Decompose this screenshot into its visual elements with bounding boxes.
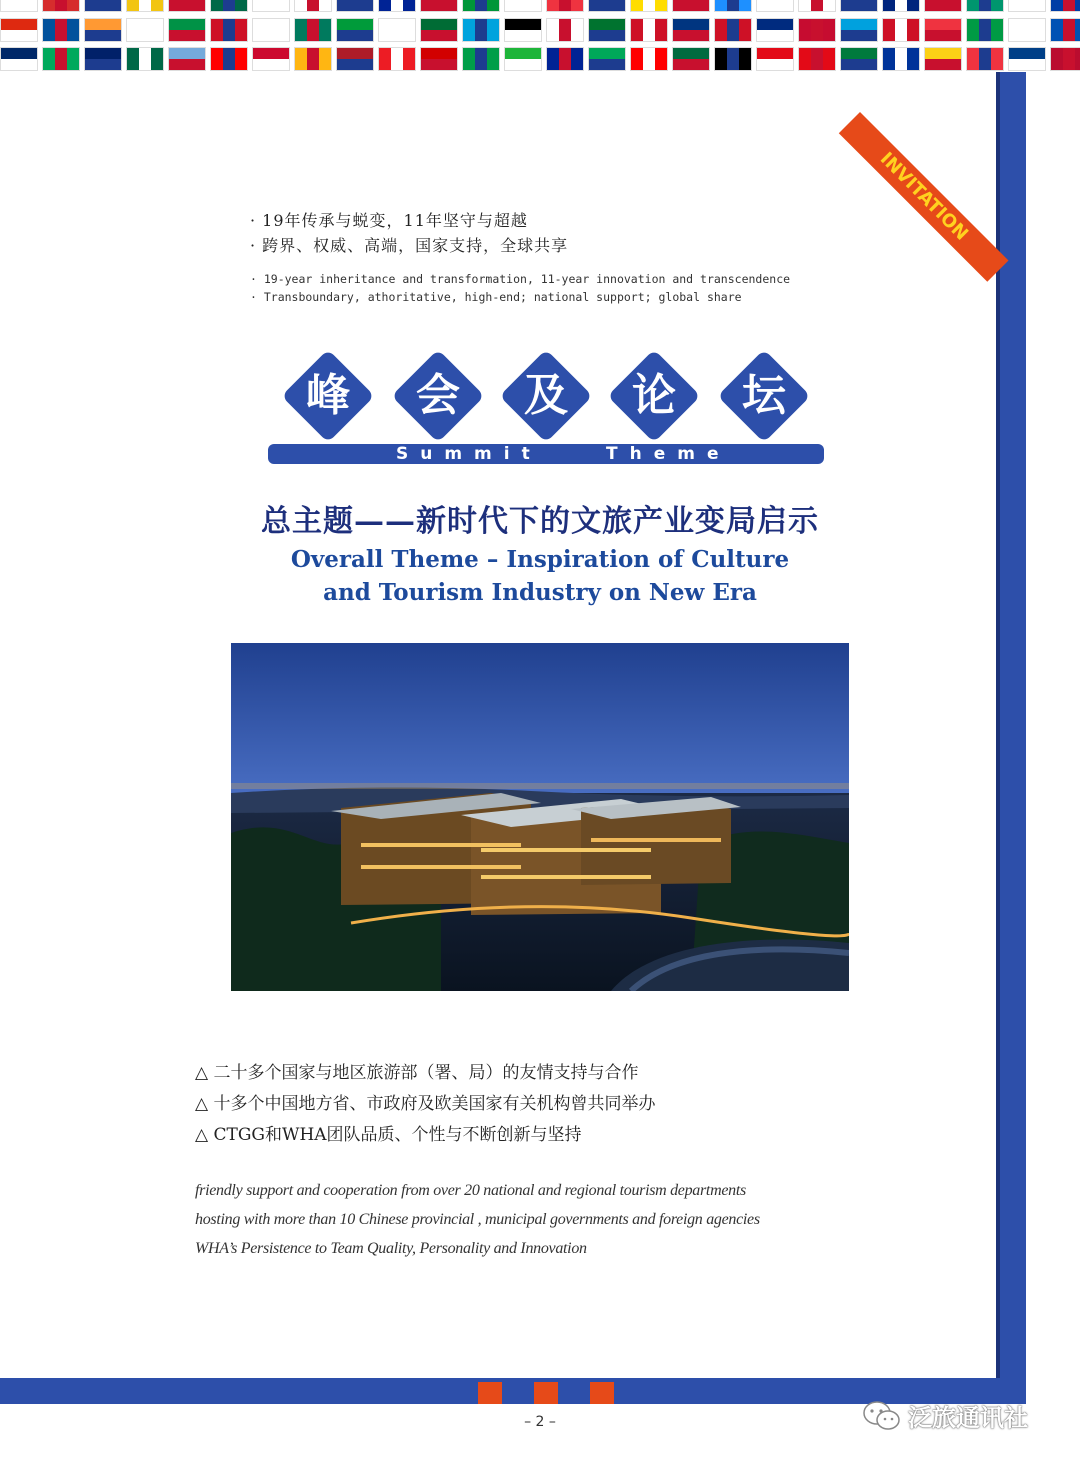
flag-icon [1008,0,1046,12]
flag-icon [126,0,164,12]
flag-icon [966,18,1004,42]
highlights-cn [195,1058,655,1151]
diamond-badge [500,350,592,442]
flag-icon [630,47,668,71]
footer-square [534,1382,558,1404]
watermark-text: 泛旅通讯社 [908,1404,1028,1432]
flag-icon [420,18,458,42]
intro-cn-line: · 跨界、权威、高端，国家支持，全球共享 [250,236,569,255]
summit-label: Summit [396,444,542,464]
flag-icon [126,47,164,71]
flag-icon [504,18,542,42]
intro-cn-line: · 19年传承与蜕变，11年坚守与超越 [250,211,528,230]
venue-illustration [231,643,849,991]
highlight-item: △ 十多个中国地方省、市政府及欧美国家有关机构曾共同举办 [195,1094,656,1114]
flag-icon [672,47,710,71]
diamond-char: 坛 [742,370,786,421]
flag-icon [672,0,710,12]
flag-icon [882,18,920,42]
flag-icon [588,0,626,12]
highlights-en [195,1176,760,1263]
flag-row-2 [0,18,1080,42]
venue-night-photo [231,643,849,991]
flag-row-1 [0,0,1080,12]
flag-icon [168,18,206,42]
flag-row-3 [0,47,1080,71]
overall-theme-cn: 总主题——新时代下的文旅产业变局启示 [261,504,819,539]
footer-square [478,1382,502,1404]
flag-icon [630,0,668,12]
diamond-badge [392,350,484,442]
flag-icon [0,47,38,71]
flag-icon [714,0,752,12]
highlight-en-item: hosting with more than 10 Chinese provincial , municipal governments and foreign agencies [195,1211,760,1228]
flag-icon [588,47,626,71]
flag-icon [588,18,626,42]
flag-icon [798,0,836,12]
flag-icon [630,18,668,42]
flag-icon [756,47,794,71]
intro-block [250,208,790,306]
flag-icon [42,47,80,71]
flag-icon [714,18,752,42]
flag-icon [966,0,1004,12]
flag-icon [1050,18,1080,42]
flag-icon [1008,18,1046,42]
highlight-en-item: friendly support and cooperation from over 20 national and regional tourism departments [195,1182,746,1199]
flag-icon [924,18,962,42]
flag-icon [294,0,332,12]
diamond-badge [282,350,374,442]
page-number: – 2 – [524,1414,556,1430]
flag-icon [1050,47,1080,71]
flag-icon [336,18,374,42]
flag-icon [546,0,584,12]
invitation-ribbon: INVITATION [839,112,1009,282]
highlight-item: △ CTGG和WHA团队品质、个性与不断创新与坚持 [195,1125,582,1145]
diamond-char: 峰 [306,370,350,421]
flag-icon [462,0,500,12]
flag-icon [336,47,374,71]
summit-header [268,350,824,468]
flag-icon [42,18,80,42]
footer-squares [478,1382,614,1404]
flag-icon [504,0,542,12]
flag-icon [378,47,416,71]
footer-square [562,1382,586,1404]
flag-strip [0,0,1080,72]
flag-icon [0,18,38,42]
flag-icon [84,18,122,42]
flag-icon [84,0,122,12]
footer-square [506,1382,530,1404]
highlight-en-item: WHA’s Persistence to Team Quality, Personality and Innovation [195,1240,587,1257]
flag-icon [672,18,710,42]
flag-icon [42,0,80,12]
flag-icon [378,0,416,12]
summit-theme-bar [268,444,824,464]
flag-icon [798,18,836,42]
flag-icon [210,47,248,71]
flag-icon [840,47,878,71]
theme-label: Theme [606,444,731,464]
flag-icon [462,18,500,42]
diamond-badge [718,350,810,442]
flag-icon [168,47,206,71]
flag-icon [882,47,920,71]
frame-right [1000,72,1026,1382]
flag-icon [168,0,206,12]
flag-icon [336,0,374,12]
overall-theme-en [0,543,1080,609]
flag-icon [210,0,248,12]
flag-icon [378,18,416,42]
flag-icon [882,0,920,12]
flag-icon [1050,0,1080,12]
flag-icon [840,0,878,12]
flag-icon [756,18,794,42]
flag-icon [756,0,794,12]
diamond-char: 论 [632,370,676,421]
flag-icon [714,47,752,71]
flag-icon [0,0,38,12]
flag-icon [504,47,542,71]
flag-icon [420,0,458,12]
flag-icon [840,18,878,42]
wechat-icon [862,1400,902,1432]
flag-icon [210,18,248,42]
intro-en-line: · 19-year inheritance and transformation, 11-year innovation and transcendence [250,272,791,286]
flag-icon [252,47,290,71]
flag-icon [462,47,500,71]
flag-icon [546,47,584,71]
overall-theme-en-line: and Tourism Industry on New Era [323,579,757,606]
intro-en-line: · Transboundary, athoritative, high-end; national support; global share [250,290,742,304]
flag-icon [798,47,836,71]
flag-icon [924,47,962,71]
flag-icon [294,18,332,42]
overall-theme-en-line: Overall Theme – Inspiration of Culture [290,546,790,573]
flag-icon [1008,47,1046,71]
flag-icon [546,18,584,42]
flag-icon [924,0,962,12]
flag-icon [966,47,1004,71]
highlight-item: △ 二十多个国家与地区旅游部（署、局）的友情支持与合作 [195,1063,639,1083]
flag-icon [294,47,332,71]
flag-icon [126,18,164,42]
flag-icon [252,0,290,12]
flag-icon [252,18,290,42]
flag-icon [84,47,122,71]
diamond-badge [608,350,700,442]
diamond-char: 及 [524,370,568,421]
diamond-char: 会 [416,370,460,421]
footer-square [590,1382,614,1404]
watermark [862,1398,1028,1433]
flag-icon [420,47,458,71]
